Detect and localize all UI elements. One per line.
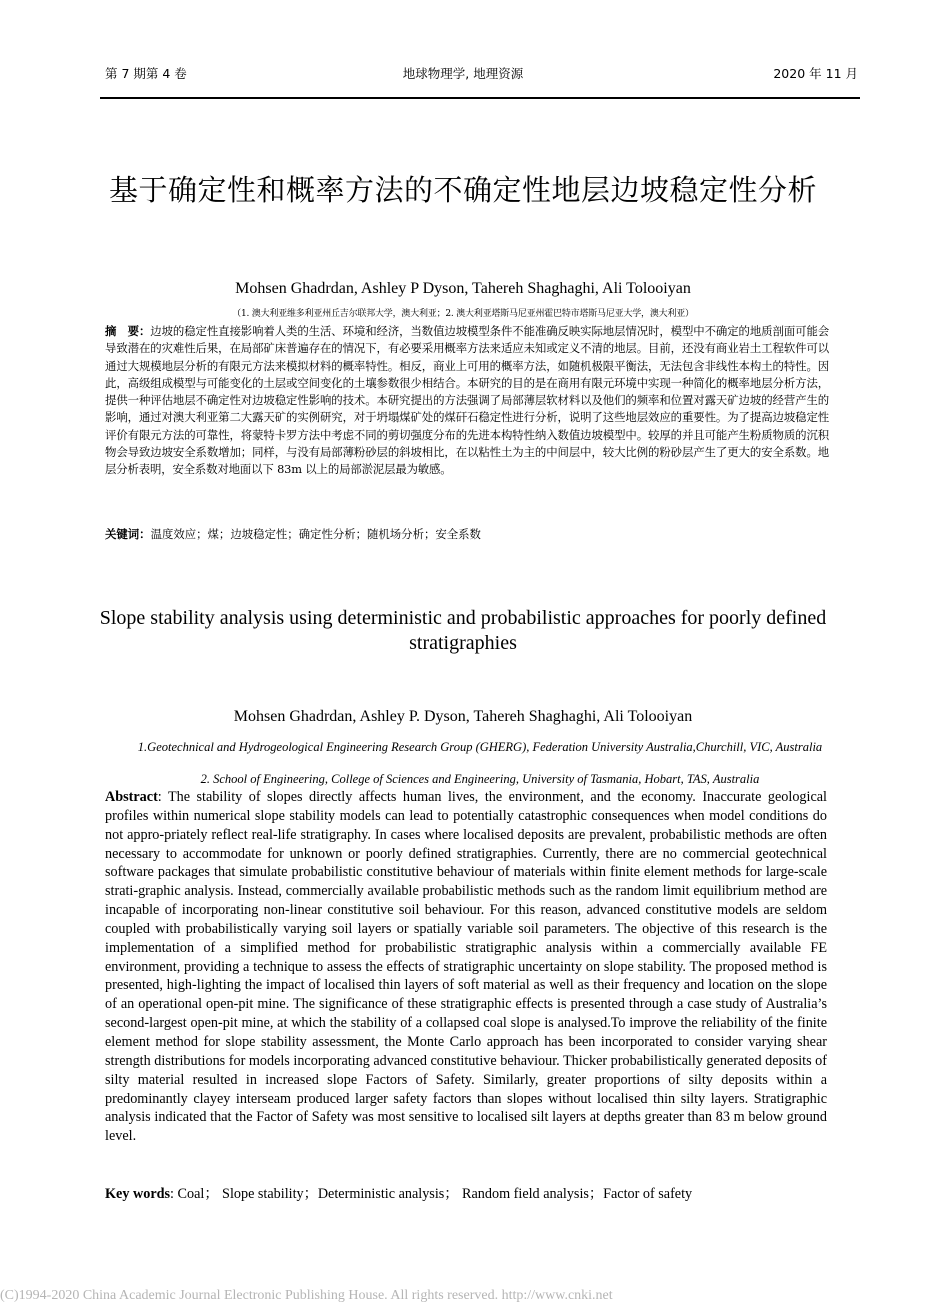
header-journal: 地球物理学, 地理资源 xyxy=(402,66,524,81)
english-abstract-label: Abstract xyxy=(105,789,158,805)
english-keywords-label: Key words xyxy=(105,1186,171,1202)
english-title: Slope stability analysis using deterministic and probabilistic approaches for poorly defined stratigraphies xyxy=(99,607,827,654)
english-abstract xyxy=(105,788,827,1146)
english-keywords-text: : Coal； Slope stability；Deterministic analysis； Random field analysis；Factor of safety xyxy=(170,1186,693,1202)
english-abstract-text: : The stability of slopes directly affects human lives, the environment, and the economy. Inaccurate geological profiles within numerical slope stability models can lead to potentially catastrophic consequences when model conditions do not appro-priately reflect real-life stratigraphy. In cases where localised deposits are prevalent, probabilistic methods are often necessary to accommodate for unknown or poorly defined stratigraphies. Currently, there are no commercial geotechnical software packages that simulate probabilistic constitutive behaviour of materials within finite element methods for large-scale strati-graphic analysis. Instead, commercially available probabilistic methods such as the random limit equilibrium method are incapable of incorporating non-linear constitutive soil behaviour. For this reason, advanced constitutive models are seldom coupled with probabilistically varying soil layers or spatially variable soil parameters. The objective of this research is the implementation of a simplified method for probabilistic stratigraphic analysis within a commercially available FE environment, providing a technique to assess the effects of stratigraphic uncertainty on slope stability. The proposed method is presented, high-lighting the impact of localised thin layers of soft material as well as their frequency and location on the slope of an operational open-pit mine. The significance of these stratigraphic effects is presented through a case study of Australia’s second-largest open-pit mine, at which the stability of a collapsed coal slope is analysed.To improve the reliability of the finite element method for slope stability assessment, the Monte Carlo approach has been incorporated to consider varying shear strength distributions for models incorporating advanced constitutive behaviour. Thicker probabilistically generated deposits of silty material resulted in increased slope Factors of Safety. Similarly, greater proportions of silty deposits within a predominantly clayey interseam produced larger safety factors than slopes without localised thin silty layers. Stratigraphic analysis indicated that the Factor of Safety was most sensitive to localised silt layers at depths greater than 83 m below ground level. xyxy=(105,789,827,1145)
header-issue: 第 7 期第 4 卷 xyxy=(105,66,187,81)
copyright-footer: (C)1994-2020 China Academic Journal Electronic Publishing House. All rights reserved. http://www.cnki.net xyxy=(0,1288,613,1303)
header-rule xyxy=(100,97,860,99)
chinese-affiliation: （1. 澳大利亚维多利亚州丘吉尔联邦大学，澳大利亚；2. 澳大利亚塔斯马尼亚州霍巴特市塔斯马尼亚大学，澳大利亚） xyxy=(232,309,694,319)
english-authors: Mohsen Ghadrdan, Ashley P. Dyson, Tahereh Shaghaghi, Ali Tolooiyan xyxy=(233,708,693,725)
chinese-title: 基于确定性和概率方法的不确定性地层边坡稳定性分析 xyxy=(108,173,817,207)
chinese-abstract-text: 边坡的稳定性直接影响着人类的生活、环境和经济，当数值边坡模型条件不能准确反映实际地层情况时，模型中不确定的地质剖面可能会导致潜在的灾难性后果，在局部矿床普遍存在的情况下，有必要采用概率方法来适应未知或定义不清的地层。目前，还没有商业岩土工程软件可以通过大规模地层分析的有限元方法来模拟材料的概率特性。相反，商业上可用的概率方法，如随机极限平衡法，无法包含非线性本构土的特性。因此，高级组成模型与可能变化的土层或空间变化的土壤参数很少相结合。本研究的目的是在商用有限元环境中实现一种简化的概率地层分析方法，提供一种评估地层不确定性对边坡稳定性影响的技术。本研究提出的方法强调了局部薄层软材料以及他们的频率和位置对露天矿边坡的经营产生的影响，通过对澳大利亚第二大露天矿的实例研究，对于坍塌煤矿处的煤矸石稳定性进行分析，说明了这些地层效应的重要性。为了提高边坡稳定性评价有限元方法的可靠性，将蒙特卡罗方法中考虑不同的剪切强度分布的先进本构特性纳入数值边坡模型中。较厚的并且可能产生粉质物质的沉积物会导致边坡安全系数增加；同样，与没有局部薄粉砂层的斜坡相比，在以粘性土为主的中间层中，较大比例的粉砂层产生了更大的安全系数。地层分析表明，安全系数对地面以下 83m 以上的局部淤泥层最为敏感。 xyxy=(105,324,829,477)
chinese-abstract xyxy=(105,323,829,479)
header-date: 2020 年 11 月 xyxy=(773,66,858,81)
chinese-keywords xyxy=(105,526,829,542)
chinese-keywords-text: 温度效应；煤；边坡稳定性；确定性分析；随机场分析；安全系数 xyxy=(150,527,481,541)
english-affiliation-2: 2. School of Engineering, College of Sciences and Engineering, University of Tasmania, Hobart, TAS, Australia xyxy=(200,772,760,786)
english-affiliation-1: 1.Geotechnical and Hydrogeological Engineering Research Group (GHERG), Federation University Australia,Churchill, VIC, Australia xyxy=(137,740,823,754)
english-keywords xyxy=(105,1183,827,1203)
chinese-keywords-label: 关键词： xyxy=(105,527,151,541)
chinese-authors: Mohsen Ghadrdan, Ashley P Dyson, Tahereh Shaghaghi, Ali Tolooiyan xyxy=(235,280,691,297)
chinese-abstract-label: 摘 要： xyxy=(105,324,151,338)
